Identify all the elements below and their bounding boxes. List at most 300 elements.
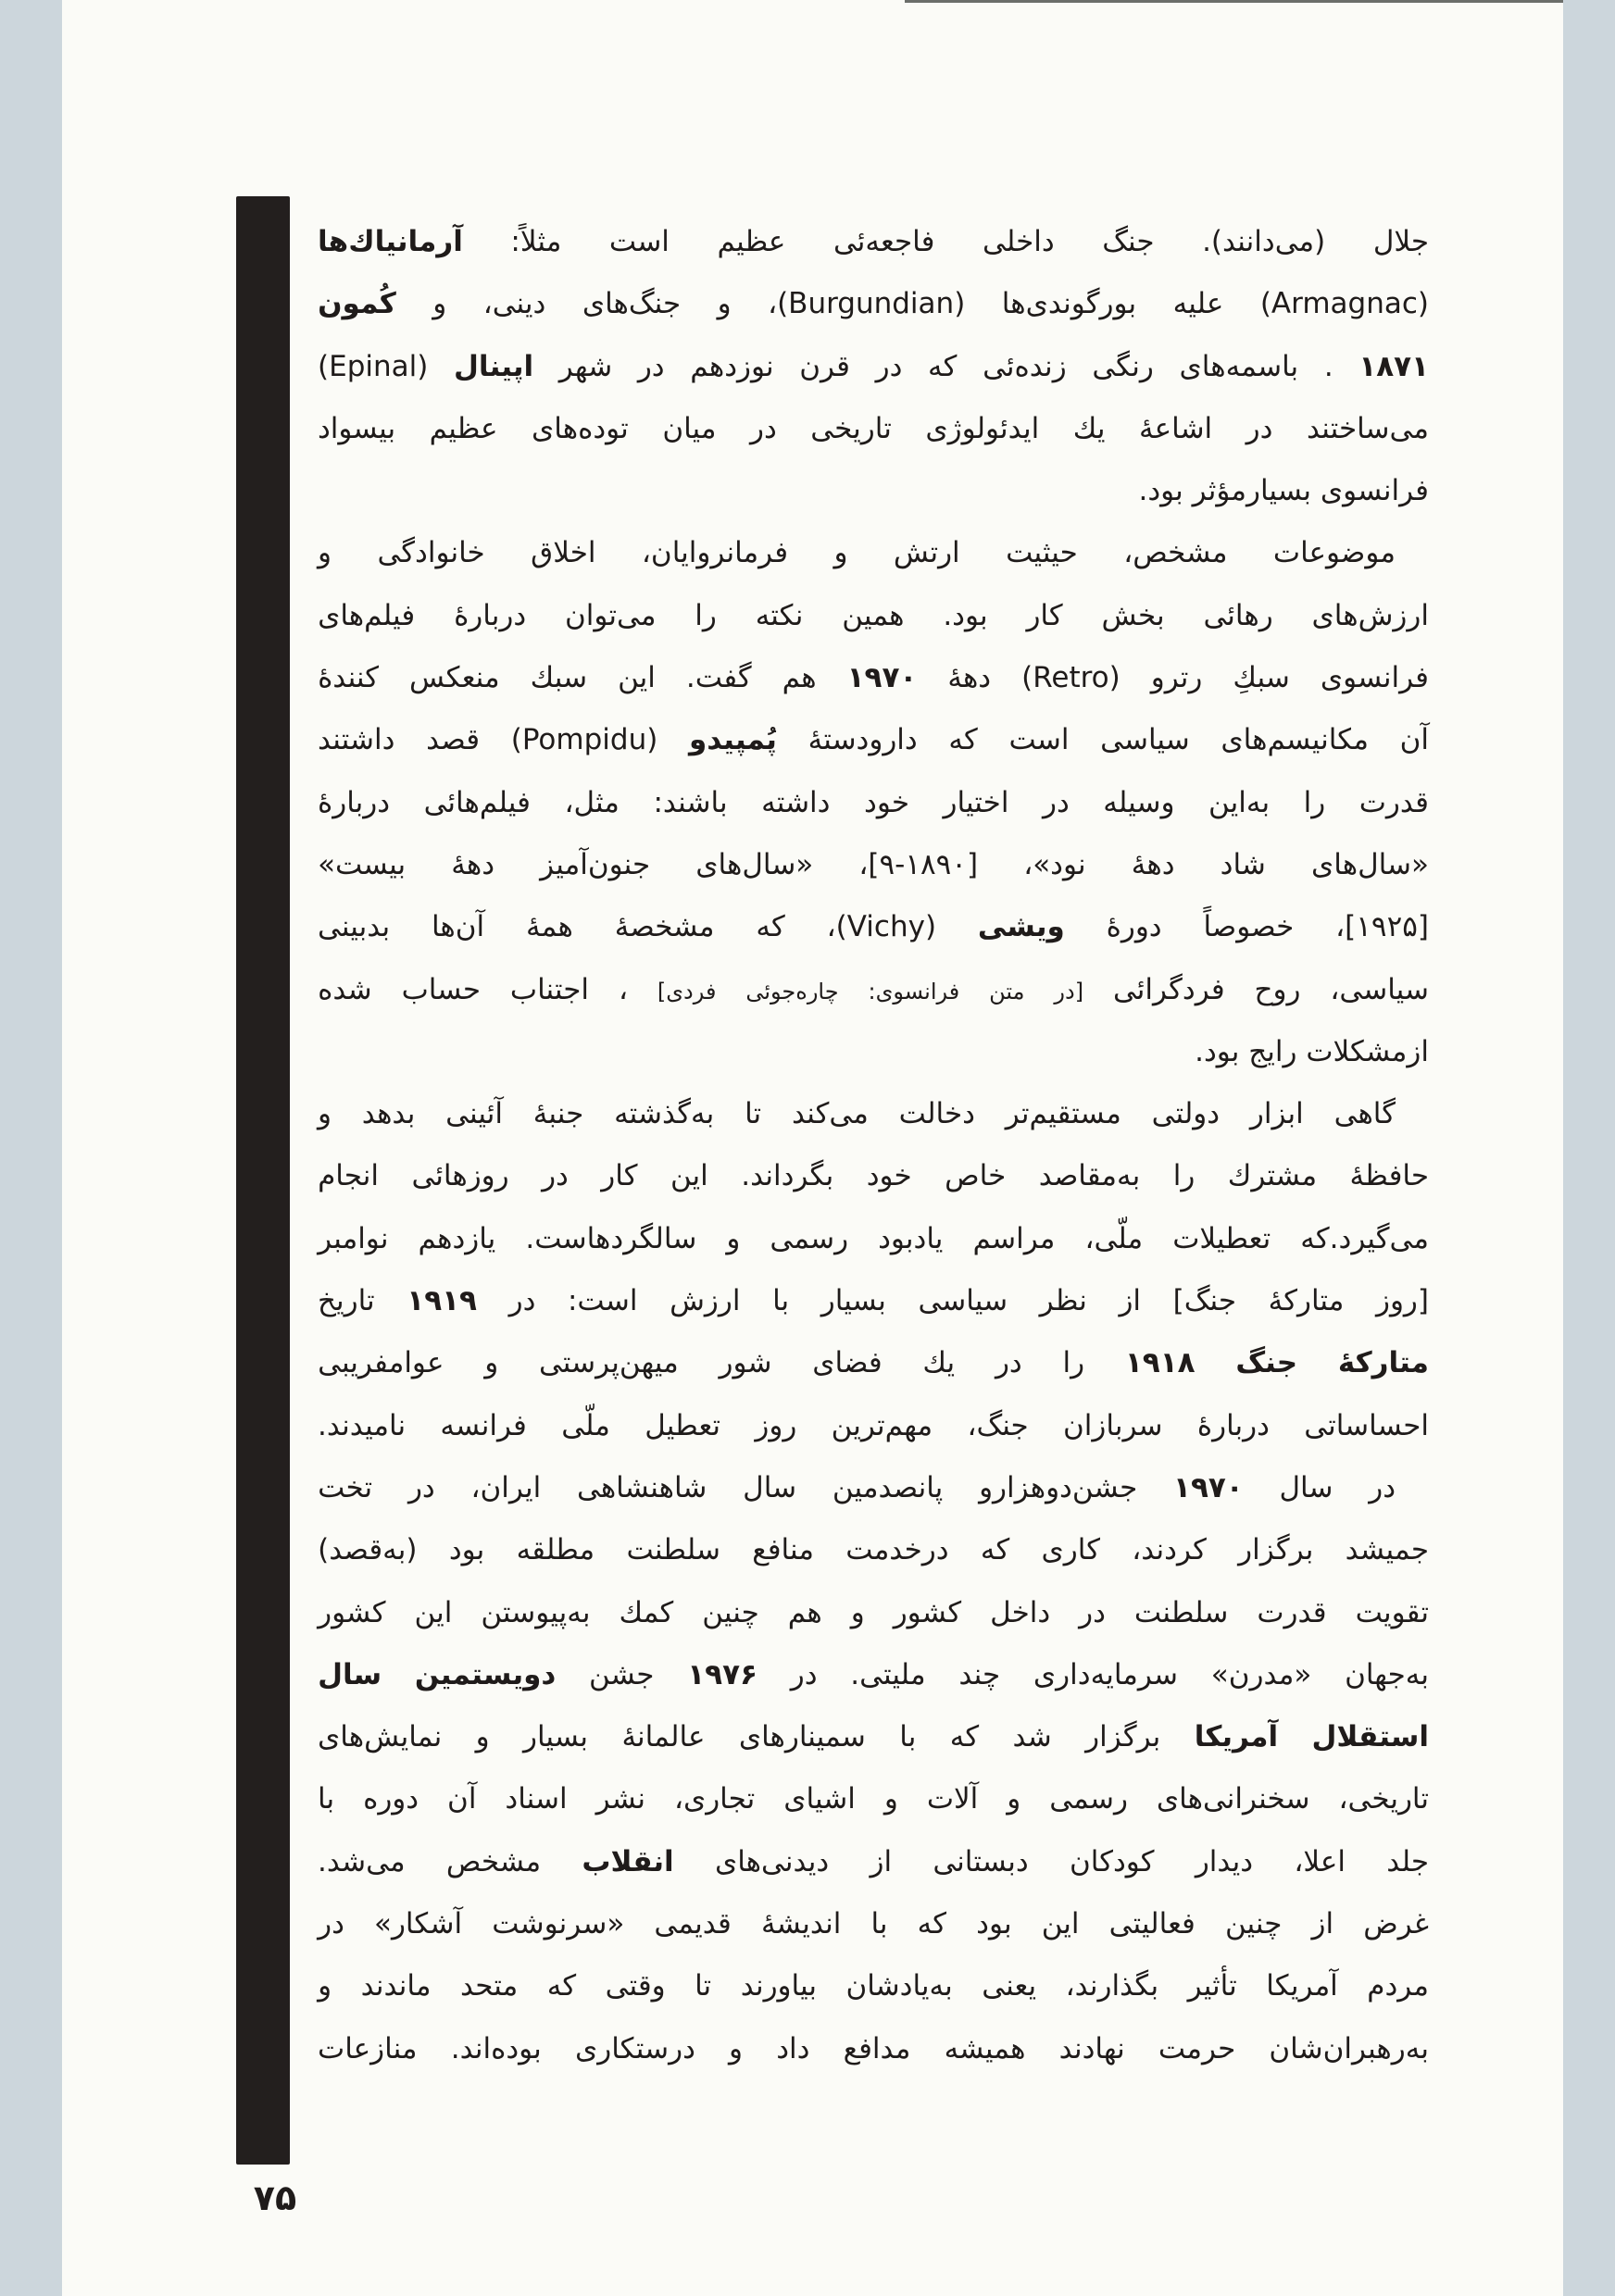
word: دربارهٔ [454, 598, 527, 632]
word: حیثیت [1006, 536, 1078, 570]
text-line [318, 1270, 1429, 1332]
word: هم [787, 1595, 822, 1629]
word: علیه [1172, 287, 1224, 321]
bold-term: ۱۹۱۹ [407, 1284, 477, 1318]
word: (Vichy)، [826, 910, 937, 944]
word: تعطیلات [1172, 1221, 1271, 1255]
word: منعکس [409, 661, 500, 695]
word: کردند، [1132, 1533, 1207, 1567]
word: فردی] [657, 978, 717, 1004]
word: مراسم [972, 1221, 1056, 1255]
word: برگزار [1238, 1533, 1314, 1567]
word: بیسواد [318, 411, 396, 445]
word: جلد [1386, 1844, 1429, 1878]
word: اشاعهٔ [1139, 411, 1213, 445]
word: درخدمت [845, 1533, 949, 1567]
bold-term: ۱۹۷۰ [846, 661, 918, 695]
word: گفت. [685, 661, 752, 695]
word: و [484, 1346, 499, 1380]
word: نهادند [1058, 2031, 1125, 2065]
margin-side-bar [236, 196, 290, 2165]
word: قدرت [1257, 1595, 1327, 1629]
text-line [318, 336, 1429, 398]
word: نظر [1039, 1284, 1087, 1318]
word: ارزش [670, 1284, 741, 1318]
word: و [726, 1221, 741, 1255]
word: [۱۹۲۵]، [1335, 910, 1429, 944]
word: دینی، [482, 287, 546, 321]
text-line [318, 834, 1429, 896]
word: مکانیسم‌های [1221, 723, 1369, 757]
word: و [833, 536, 848, 570]
word: رترو [1150, 661, 1203, 695]
word: خود [864, 785, 909, 819]
word: یك [922, 1346, 956, 1380]
word: از [1311, 1907, 1334, 1941]
word: فضای [812, 1346, 883, 1380]
word: (می‌دانند). [1202, 225, 1326, 258]
text-line [318, 1955, 1429, 2017]
text-line [318, 647, 1429, 709]
word: این [618, 661, 656, 695]
word: در [1246, 411, 1273, 445]
word: احساساتی [1304, 1408, 1429, 1442]
word: در [637, 349, 665, 383]
word: اسناد [505, 1782, 568, 1816]
text-line [318, 1519, 1429, 1581]
text-line [318, 896, 1429, 958]
word: کودکان [1069, 1844, 1155, 1878]
word: «سال‌های [1311, 847, 1429, 881]
word: «سرنوشت [492, 1907, 625, 1941]
word: فرانسوی: [868, 978, 960, 1004]
word: شده [318, 972, 372, 1006]
word: باسمه‌های [1179, 349, 1299, 383]
word: اجتناب [509, 972, 590, 1006]
word: تجاری، [673, 1782, 756, 1816]
word: عظیم [717, 225, 786, 258]
word: جشن [589, 1657, 655, 1691]
text-line [318, 1831, 1429, 1893]
word: این [414, 1595, 453, 1629]
word: رنگی [1092, 349, 1154, 383]
text-line [318, 460, 1429, 522]
word: آشکار» [374, 1907, 463, 1941]
word: به‌رهبران‌شان [1269, 2031, 1429, 2065]
word: ملیتی. [850, 1657, 926, 1691]
word: متحد [459, 1969, 519, 2003]
word: با [772, 1284, 790, 1318]
bold-term: ۱۹۷۶ [687, 1657, 757, 1691]
word: را [1062, 1346, 1085, 1380]
bold-term: انقلاب [582, 1844, 674, 1878]
word: وسیله [1103, 785, 1175, 819]
word: [۹-۱۸۹۰]، [858, 847, 979, 881]
word: انجام [318, 1159, 379, 1193]
word: که [546, 1969, 577, 2003]
word: سال [743, 1470, 797, 1504]
word: کاری [1041, 1533, 1100, 1567]
bold-term: ۱۹۱۸ [1124, 1346, 1196, 1380]
bold-term: پُمپیدو [689, 723, 777, 757]
text-line [318, 959, 1429, 1021]
text-line [318, 522, 1429, 584]
word: عالمانهٔ [621, 1720, 706, 1754]
word: کار [1026, 598, 1063, 632]
word: کار [601, 1159, 638, 1193]
word: است [608, 225, 670, 258]
word: بسیار [820, 1284, 886, 1318]
word: تاریخی [810, 411, 892, 445]
word: مثلاً: [510, 225, 562, 258]
text-line [318, 1457, 1429, 1519]
word: خاص [945, 1159, 1007, 1193]
word: با [870, 1907, 888, 1941]
word: که [949, 1720, 980, 1754]
text-line [318, 211, 1429, 273]
word: حافظهٔ [1349, 1159, 1429, 1193]
word: به‌یادشان [845, 1969, 953, 2003]
word: داخل [990, 1595, 1051, 1629]
word: آن [447, 1782, 477, 1816]
word: بدهد [361, 1097, 416, 1131]
word: با [318, 1782, 335, 1816]
word: تعطیل [645, 1408, 721, 1442]
text-line [318, 1083, 1429, 1145]
word: در [318, 1907, 344, 1941]
word: ملّی، [1084, 1221, 1144, 1255]
word: (Armagnac) [1259, 287, 1429, 321]
word: مهم‌ترین [831, 1408, 933, 1442]
bold-term: آرمانیاك‌ها [318, 225, 463, 258]
word: همین [842, 598, 905, 632]
bold-term: ۱۹۷۰ [1173, 1470, 1244, 1504]
word: در [750, 411, 777, 445]
word: فرانسوی [1320, 661, 1429, 695]
word: بخش [1101, 598, 1165, 632]
word: سال [1279, 1470, 1333, 1504]
word: فردگرائی [1112, 972, 1225, 1006]
word: کنندهٔ [318, 661, 380, 695]
bold-term: کُمون [318, 287, 396, 321]
word: خانوادگی [377, 536, 485, 570]
word: درستکاری [574, 2031, 695, 2065]
word: حرمت [1158, 2031, 1236, 2065]
word: نوزدهم [690, 349, 774, 383]
text-line [318, 1768, 1429, 1830]
word: منافع [752, 1533, 814, 1567]
word: فاجعه‌ئی [833, 225, 935, 258]
word: را [1303, 785, 1326, 819]
word: «سال‌های [695, 847, 814, 881]
bold-term: استقلال [1311, 1720, 1429, 1754]
body-text [318, 211, 1429, 2080]
word: که [980, 1533, 1010, 1567]
word: و [729, 2031, 744, 2065]
word: رهائی [1203, 598, 1273, 632]
word: دربارهٔ [1196, 1408, 1270, 1442]
word: سلطنت [1133, 1595, 1229, 1629]
word: شاهنشاهی [576, 1470, 707, 1504]
text-line [318, 273, 1429, 335]
word: یادبود [878, 1221, 944, 1255]
word: و [318, 536, 332, 570]
word: شد [1012, 1720, 1052, 1754]
word: و [717, 287, 732, 321]
word: است [1008, 723, 1070, 757]
word: میهن‌پرستی [538, 1346, 679, 1380]
text-line [318, 1582, 1429, 1644]
word: جشن‌دوهزارو [979, 1470, 1138, 1504]
word: متارکهٔ [1268, 1284, 1345, 1318]
word: نامیدند. [318, 1408, 407, 1442]
word: دههٔ [451, 847, 495, 881]
word: و [475, 1720, 490, 1754]
word: که [756, 910, 785, 944]
word: مشخص، [1123, 536, 1228, 570]
text-line [318, 1706, 1429, 1768]
word: مدافع [843, 2031, 911, 2065]
word: جنون‌آمیز [540, 847, 651, 881]
bold-term: سال [318, 1657, 382, 1691]
word: دههٔ [1131, 847, 1175, 881]
word: بود [448, 1533, 485, 1567]
word: سخنرانی‌های [1156, 1782, 1310, 1816]
word: سبكِ [1233, 661, 1290, 695]
text-segment: فرانسوی بسیارمؤثر بود. [1138, 474, 1429, 508]
word: (Retro) [1021, 661, 1120, 695]
word: اشیای [783, 1782, 856, 1816]
word: بیاورند [740, 1969, 817, 2003]
word: دوره [363, 1782, 419, 1816]
word: سیاسی [918, 1284, 1008, 1318]
word: این [670, 1159, 708, 1193]
word: منازعات [318, 2031, 418, 2065]
word: فیلم‌های [318, 598, 416, 632]
word: در [407, 1470, 435, 1504]
word: و [432, 287, 447, 321]
word: داشتند [318, 723, 395, 757]
word: را [1172, 1159, 1196, 1193]
word: تخت [318, 1470, 373, 1504]
word: متن [989, 978, 1025, 1004]
word: قرن [799, 349, 850, 383]
text-line [318, 1644, 1429, 1706]
word: قدیمی [654, 1907, 732, 1941]
word: در [875, 349, 903, 383]
text-line [318, 1145, 1429, 1207]
word: سبك [530, 661, 588, 695]
word: در [1079, 1595, 1106, 1629]
word: جنبهٔ [532, 1097, 584, 1131]
word: و [850, 1595, 865, 1629]
word: در [1369, 1470, 1396, 1504]
word: هم [782, 661, 817, 695]
text-line [318, 1893, 1429, 1955]
word: کشور [893, 1595, 962, 1629]
word: داخلی [983, 225, 1055, 258]
word: خود [866, 1159, 912, 1193]
word: از [870, 1844, 893, 1878]
word: شهر [558, 349, 613, 383]
word: جنگ] [1172, 1284, 1236, 1318]
word: «مدرن» [1210, 1657, 1312, 1691]
word: و [1007, 1782, 1021, 1816]
word: پانصدمین [832, 1470, 944, 1504]
word: ایدئولوژی [925, 411, 1040, 445]
word: می‌گیرد.که [1300, 1221, 1429, 1255]
word: تأثیر [1187, 1969, 1237, 2003]
text-line [318, 1021, 1429, 1083]
word: میان [662, 411, 717, 445]
word: دبستانی [933, 1844, 1029, 1878]
word: و [318, 1097, 332, 1131]
word: داد [776, 2031, 810, 2065]
text-line [318, 772, 1429, 834]
word: می‌شد. [318, 1844, 406, 1878]
word: آلات [926, 1782, 979, 1816]
word: . [1323, 349, 1333, 383]
word: موضوعات [1272, 536, 1396, 570]
bold-term: اپینال [454, 349, 534, 383]
word: قصد [426, 723, 481, 757]
word: مثل، [564, 785, 620, 819]
text-line [318, 2018, 1429, 2080]
word: فرانسه [440, 1408, 527, 1442]
word: و [883, 1782, 898, 1816]
bold-term: متارکهٔ [1337, 1346, 1429, 1380]
word: جلال [1372, 225, 1429, 258]
word: به‌پیوستن [481, 1595, 591, 1629]
word: آئینی [445, 1097, 503, 1131]
word: ارزش‌های [1311, 598, 1429, 632]
word: روزهائی [411, 1159, 509, 1193]
scan-edge-strip [905, 0, 1563, 3]
text-line [318, 585, 1429, 647]
word: جنگ [1102, 225, 1155, 258]
word: کشور [318, 1595, 386, 1629]
word: حساب [401, 972, 482, 1006]
word: بوده‌اند. [450, 2031, 542, 2065]
word: دههٔ [947, 661, 992, 695]
word: وقتی [605, 1969, 666, 2003]
word: دولتی [1151, 1097, 1221, 1131]
word: (Epinal) [318, 349, 429, 383]
word: گاهی [1333, 1097, 1396, 1131]
word: می‌ساختند [1306, 411, 1429, 445]
word: است: [567, 1284, 638, 1318]
word: آمریکا [1266, 1969, 1338, 2003]
word: فعالیتی [1108, 1907, 1196, 1941]
word: تقویت [1355, 1595, 1429, 1629]
word: که [917, 1907, 947, 1941]
word: دارودستهٔ [808, 723, 918, 757]
book-page [62, 0, 1563, 2296]
word: برگزار [1085, 1720, 1161, 1754]
word: می‌کند [792, 1097, 869, 1131]
word: در [542, 1159, 569, 1193]
word: بورگوندی‌ها [1001, 287, 1137, 321]
word: نوامبر [318, 1221, 389, 1255]
word: تا [695, 1969, 712, 2003]
word: دیدنی‌های [714, 1844, 830, 1878]
word: می‌توان [564, 598, 657, 632]
text-line [318, 1208, 1429, 1270]
word: سمینارهای [738, 1720, 866, 1754]
word: (Pompidu) [510, 723, 658, 757]
word: بود. [943, 598, 988, 632]
word: فرمانروایان، [641, 536, 789, 570]
word: بگرداند. [741, 1159, 834, 1193]
word: سربازان [1063, 1408, 1163, 1442]
word: یعنی [982, 1969, 1037, 2003]
word: اعلا، [1294, 1844, 1346, 1878]
word: تاریخ [318, 1284, 375, 1318]
text-segment: ازمشکلات رایج بود. [1195, 1034, 1429, 1068]
word: ارتش [893, 536, 960, 570]
word: [روز [1375, 1284, 1429, 1318]
word: داشته [761, 785, 831, 819]
word: که [948, 723, 978, 757]
word: مشخصهٔ [614, 910, 715, 944]
word: همیشه [944, 2031, 1026, 2065]
word: به‌گذشته [614, 1097, 715, 1131]
word: این [1041, 1907, 1080, 1941]
word: ، [618, 972, 628, 1006]
word: با [899, 1720, 917, 1754]
word: نکته [755, 598, 804, 632]
word: بود [976, 1907, 1012, 1941]
word: (Burgundian)، [768, 287, 966, 321]
word: ماندند [360, 1969, 432, 2003]
word: باشند: [653, 785, 728, 819]
word: بدبینی [318, 910, 391, 944]
word: اخلاق [531, 536, 596, 570]
word: در [790, 1657, 818, 1691]
word: دربارهٔ [318, 785, 391, 819]
word: بیست» [318, 847, 407, 881]
word: رسمی [770, 1221, 849, 1255]
word: مشترك [1227, 1159, 1318, 1193]
word: در [1042, 785, 1070, 819]
word: به‌جهان [1345, 1657, 1429, 1691]
word: قدرت [1358, 785, 1429, 819]
word: سالگردهاست. [525, 1221, 697, 1255]
bold-term: جنگ [1235, 1346, 1298, 1380]
text-line [318, 1395, 1429, 1457]
word: یازدهم [418, 1221, 496, 1255]
bold-term: ۱۸۷۱ [1358, 349, 1429, 383]
word: از [1119, 1284, 1142, 1318]
word: سلطنت [626, 1533, 720, 1567]
word: زنده‌ئی [983, 349, 1067, 383]
word: (به‌قصد) [318, 1533, 418, 1567]
word: به‌مقاصد [1038, 1159, 1141, 1193]
word: به‌این [1208, 785, 1271, 819]
word: در [508, 1284, 536, 1318]
word: روز [755, 1408, 797, 1442]
word: ایران، [470, 1470, 542, 1504]
word: بگذارند، [1065, 1969, 1159, 2003]
word: مردم [1367, 1969, 1429, 2003]
word: ملّی [561, 1408, 610, 1442]
word: تاریخی، [1338, 1782, 1429, 1816]
word: همهٔ [526, 910, 573, 944]
word: اندیشهٔ [760, 1907, 842, 1941]
word: دخالت [898, 1097, 975, 1131]
word: سرمایه‌داری [1033, 1657, 1178, 1691]
word: غرض [1363, 1907, 1429, 1941]
